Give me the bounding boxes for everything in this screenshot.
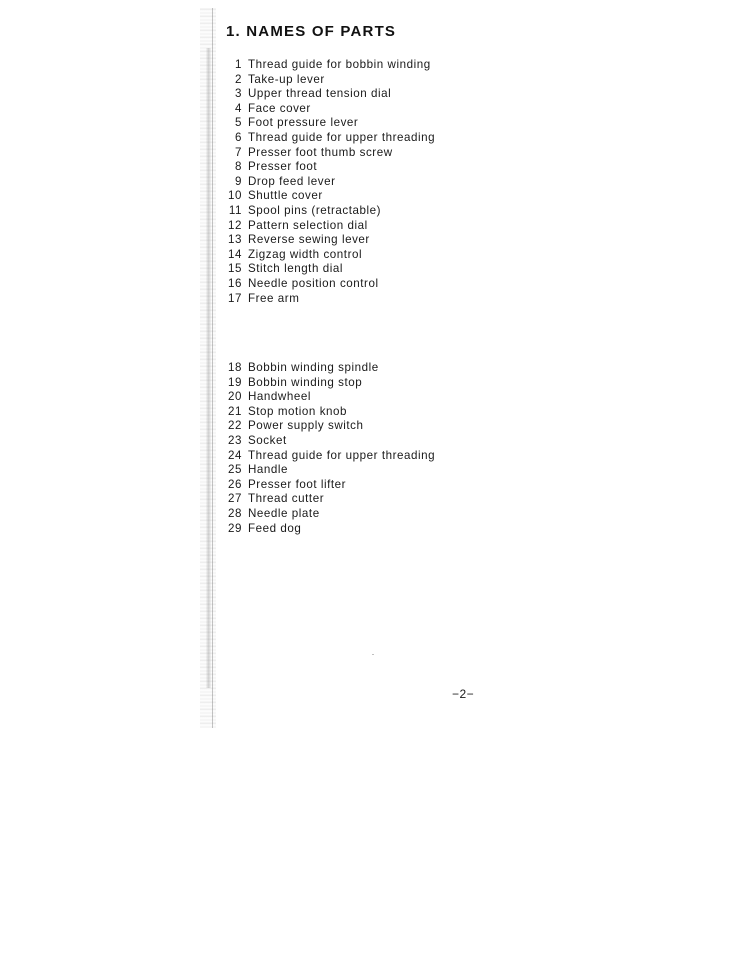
part-name: Handle (248, 463, 289, 477)
part-number: 5 (235, 116, 242, 130)
part-number: 21 (228, 404, 242, 418)
part-number: 26 (228, 477, 242, 491)
scan-speck (372, 654, 374, 655)
part-number: 3 (235, 87, 242, 101)
part-name: Presser foot (248, 160, 318, 174)
part-number: 8 (235, 160, 242, 174)
part-number: 11 (228, 203, 242, 217)
part-number: 1 (235, 58, 242, 71)
part-name: Free arm (248, 291, 300, 305)
part-name: Face cover (248, 101, 311, 115)
part-name: Upper thread tension dial (248, 87, 392, 101)
part-row (222, 146, 435, 161)
part-row (222, 160, 435, 175)
part-row (222, 189, 435, 204)
part-number: 13 (228, 233, 242, 247)
part-name: Feed dog (248, 521, 302, 535)
part-row (222, 292, 435, 307)
part-name: Needle position control (248, 276, 379, 290)
part-row (222, 507, 435, 522)
section-title: 1. NAMES OF PARTS (226, 23, 397, 40)
part-number: 18 (228, 361, 242, 374)
part-number: 12 (228, 218, 242, 232)
part-row (222, 449, 435, 464)
part-number: 29 (228, 521, 242, 535)
parts-list-2 (222, 361, 435, 536)
part-name: Reverse sewing lever (248, 233, 370, 247)
part-number: 23 (228, 433, 242, 447)
part-row (222, 492, 435, 507)
part-name: Presser foot thumb screw (248, 145, 393, 159)
part-name: Foot pressure lever (248, 116, 359, 130)
part-row (222, 522, 435, 537)
part-name: Thread guide for upper threading (248, 130, 436, 144)
part-row (222, 405, 435, 420)
part-number: 2 (235, 72, 242, 86)
part-name: Handwheel (248, 390, 311, 404)
part-row (222, 204, 435, 219)
part-row (222, 361, 435, 376)
part-row (222, 87, 435, 102)
part-name: Zigzag width control (248, 247, 363, 261)
part-row (222, 463, 435, 478)
part-row (222, 248, 435, 263)
part-number: 24 (228, 448, 242, 462)
part-number: 17 (228, 291, 242, 305)
part-row (222, 73, 435, 88)
part-number: 16 (228, 276, 242, 290)
part-row (222, 131, 435, 146)
part-row (222, 434, 435, 449)
part-row (222, 376, 435, 391)
part-number: 28 (228, 506, 242, 520)
part-name: Drop feed lever (248, 174, 336, 188)
part-name: Thread guide for upper threading (248, 448, 436, 462)
part-row (222, 277, 435, 292)
part-name: Power supply switch (248, 419, 364, 433)
part-name: Bobbin winding stop (248, 375, 363, 389)
part-name: Stitch length dial (248, 262, 343, 276)
part-number: 4 (235, 101, 242, 115)
part-number: 9 (235, 174, 242, 188)
parts-list-1 (222, 58, 435, 306)
part-name: Bobbin winding spindle (248, 361, 379, 374)
part-number: 19 (228, 375, 242, 389)
part-name: Stop motion knob (248, 404, 348, 418)
part-number: 15 (228, 262, 242, 276)
part-name: Take-up lever (248, 72, 325, 86)
part-name: Thread guide for bobbin winding (248, 58, 431, 71)
part-name: Shuttle cover (248, 189, 323, 203)
part-name: Socket (248, 433, 287, 447)
part-name: Pattern selection dial (248, 218, 368, 232)
part-number: 20 (228, 390, 242, 404)
part-number: 10 (228, 189, 242, 203)
part-row (222, 478, 435, 493)
part-number: 14 (228, 247, 242, 261)
part-name: Thread cutter (248, 492, 325, 506)
part-row (222, 175, 435, 190)
part-number: 6 (235, 130, 242, 144)
part-name: Presser foot lifter (248, 477, 347, 491)
part-row (222, 116, 435, 131)
part-row (222, 262, 435, 277)
part-row (222, 219, 435, 234)
part-name: Needle plate (248, 506, 320, 520)
part-number: 22 (228, 419, 242, 433)
page-number: −2− (452, 687, 475, 701)
part-row (222, 233, 435, 248)
part-number: 25 (228, 463, 242, 477)
part-row (222, 419, 435, 434)
part-name: Spool pins (retractable) (248, 203, 382, 217)
part-row (222, 58, 435, 73)
part-number: 7 (235, 145, 242, 159)
part-number: 27 (228, 492, 242, 506)
part-row (222, 390, 435, 405)
binding-edge (200, 8, 216, 728)
part-row (222, 102, 435, 117)
